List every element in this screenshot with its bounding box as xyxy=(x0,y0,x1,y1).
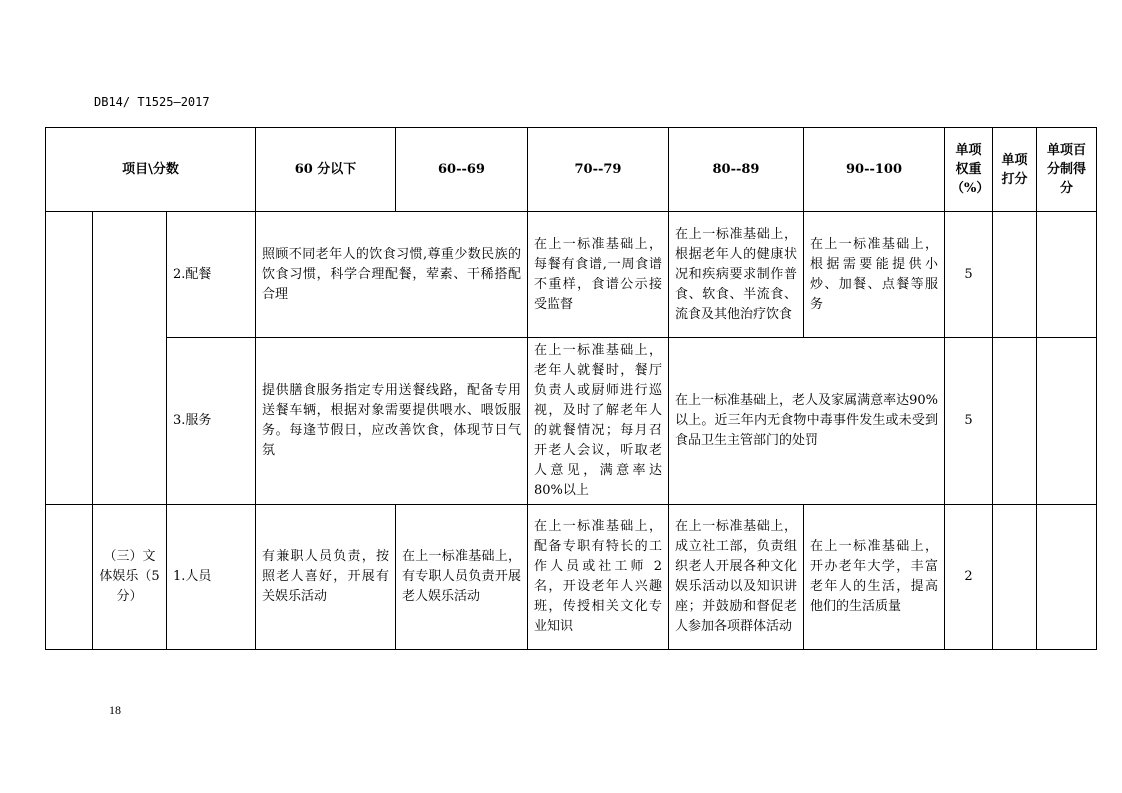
weight-value: 5 xyxy=(945,212,993,338)
weight-value: 5 xyxy=(945,338,993,505)
criteria-70-79: 在上一标准基础上，老年人就餐时，餐厅负责人或厨师进行巡视，及时了解老年人的就餐情况；每月召开老人会议，听取老人意见，满意率达80%以上 xyxy=(528,338,669,505)
criteria-70-79: 在上一标准基础上，配备专职有特长的工作人员或社工师 2 名，开设老年人兴趣班，传授相关文化专业知识 xyxy=(528,505,669,650)
percent-score-cell xyxy=(1037,338,1097,505)
criteria-80-89: 在上一标准基础上，成立社工部，负责组织老人开展各种文化娱乐活动以及知识讲座；并鼓励和督促老人参加各项群体活动 xyxy=(669,505,804,650)
subcategory-cell-empty xyxy=(93,212,167,505)
criteria-70-79: 在上一标准基础上，每餐有食谱,一周食谱不重样，食谱公示接受监督 xyxy=(528,212,669,338)
header-90-100: 90--100 xyxy=(804,128,945,212)
table-row-fuwu xyxy=(46,338,1097,505)
header-item-score: 项目\分数 xyxy=(46,128,256,212)
criteria-80-100: 在上一标准基础上，老人及家属满意率达90%以上。近三年内无食物中毒事件发生或未受到食品卫生主管部门的处罚 xyxy=(669,338,945,505)
criteria-below-60-69: 提供膳食服务指定专用送餐线路，配备专用送餐车辆，根据对象需要提供喂水、喂饭服务。每逢节假日，应改善饮食，体现节日气氛 xyxy=(256,338,528,505)
criteria-80-89: 在上一标准基础上，根据老年人的健康状况和疾病要求制作普食、软食、半流食、流食及其他治疗饮食 xyxy=(669,212,804,338)
category-cell-empty xyxy=(46,505,93,650)
item-name: 2.配餐 xyxy=(167,212,256,338)
header-70-79: 70--79 xyxy=(528,128,669,212)
document-code: DB14/ T1525—2017 xyxy=(94,95,210,109)
header-weight: 单项权重（%） xyxy=(945,128,993,212)
percent-score-cell xyxy=(1037,212,1097,338)
scoring-table xyxy=(45,127,1097,650)
criteria-below-60-69: 照顾不同老年人的饮食习惯,尊重少数民族的饮食习惯，科学合理配餐，荤素、干稀搭配合理 xyxy=(256,212,528,338)
header-row xyxy=(46,128,1097,212)
criteria-90-100: 在上一标准基础上，根据需要能提供小炒、加餐、点餐等服务 xyxy=(804,212,945,338)
weight-value: 2 xyxy=(945,505,993,650)
score-cell xyxy=(993,212,1037,338)
percent-score-cell xyxy=(1037,505,1097,650)
table-row-renyuan xyxy=(46,505,1097,650)
table-row-peican xyxy=(46,212,1097,338)
score-cell xyxy=(993,338,1037,505)
page-number: 18 xyxy=(109,703,121,717)
item-name: 3.服务 xyxy=(167,338,256,505)
header-score: 单项打分 xyxy=(993,128,1037,212)
category-cell-empty xyxy=(46,212,93,505)
header-80-89: 80--89 xyxy=(669,128,804,212)
header-below-60: 60 分以下 xyxy=(256,128,396,212)
item-name: 1.人员 xyxy=(167,505,256,650)
criteria-90-100: 在上一标准基础上，开办老年大学，丰富老年人的生活，提高他们的生活质量 xyxy=(804,505,945,650)
criteria-60-69: 在上一标准基础上，有专职人员负责开展老人娱乐活动 xyxy=(396,505,528,650)
criteria-below-60: 有兼职人员负责，按照老人喜好，开展有关娱乐活动 xyxy=(256,505,396,650)
header-percent-score: 单项百分制得分 xyxy=(1037,128,1097,212)
header-60-69: 60--69 xyxy=(396,128,528,212)
score-cell xyxy=(993,505,1037,650)
category-label: （三）文体娱乐（5分） xyxy=(93,505,167,650)
